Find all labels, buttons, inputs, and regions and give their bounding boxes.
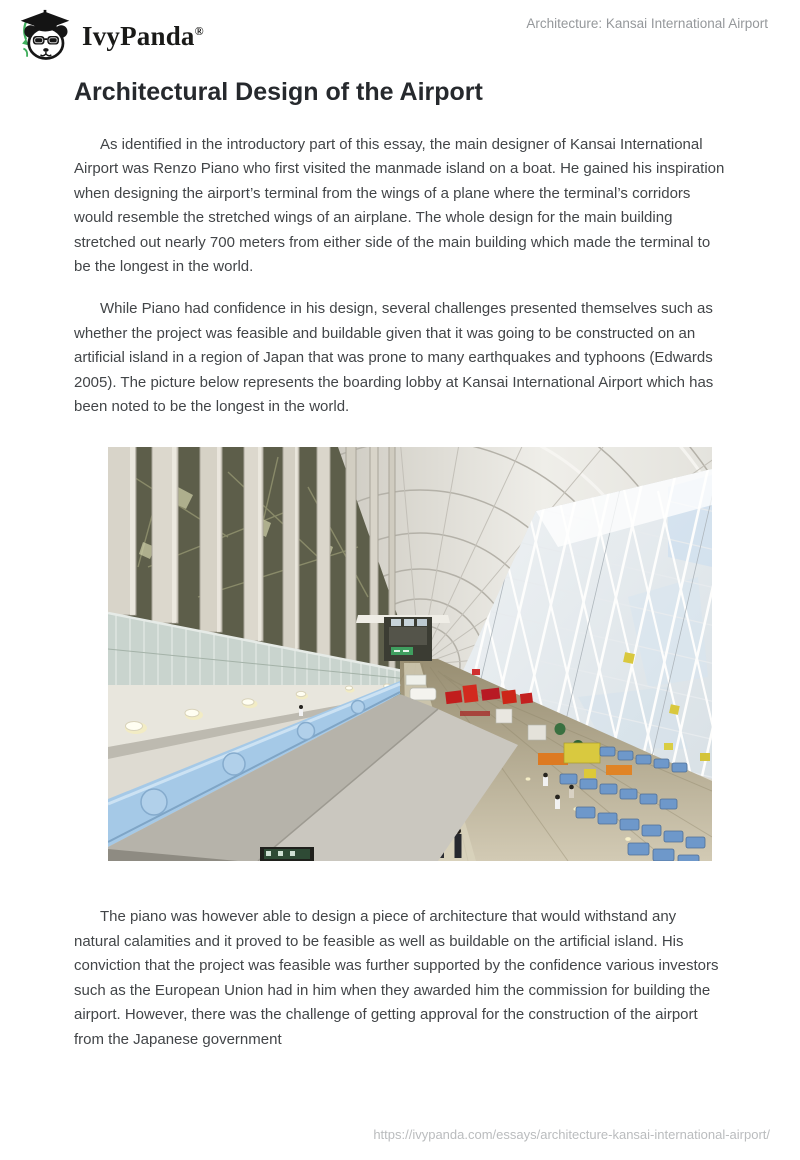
logo-text: IvyPanda® xyxy=(82,20,204,51)
page-footer xyxy=(373,1126,770,1144)
paragraph-1: As identified in the introductory part of this essay, the main designer of Kansai International Airport was Renzo Piano who first visited the manmade island on a boat. He gained his inspiration when designing the airport’s terminal from the wings of a plane where the terminal’s corridors would resemble the stretched wings of an airplane. The whole design for the main building stretched out nearly 700 meters from either side of the main building which made the terminal to be the longest in the world. xyxy=(74,136,725,276)
source-url-link[interactable]: https://ivypanda.com/essays/architecture-kansai-international-airport/ xyxy=(373,1127,770,1142)
airport-photo xyxy=(108,447,712,861)
paragraph-3: The piano was however able to design a piece of architecture that would withstand any natural calamities and it proved to be feasible as well as buildable on the artificial island. His conviction that the project was feasible was further supported by the confidence various investors such as the European Union had in him when they awarded him the commission for building the airport. However, there was the challenge of getting approval for the construction of the airport from the Japanese government xyxy=(74,908,719,1048)
document-title: Architecture: Kansai International Airport xyxy=(526,16,768,31)
site-logo[interactable] xyxy=(18,8,204,64)
essay-content xyxy=(0,78,800,1052)
panda-logo-icon xyxy=(18,8,72,64)
page-header xyxy=(0,0,800,70)
registered-mark: ® xyxy=(194,23,204,38)
section-heading: Architectural Design of the Airport xyxy=(74,78,483,106)
paragraph-2: While Piano had confidence in his design, several challenges presented themselves such as whether the project was feasible and buildable given that it was going to be constructed on an artificial island in a region of Japan that was prone to many earthquakes and typhoons (Edwards 2005). The picture below represents the boarding lobby at Kansai International Airport which has been noted to be the longest in the world. xyxy=(74,300,714,416)
